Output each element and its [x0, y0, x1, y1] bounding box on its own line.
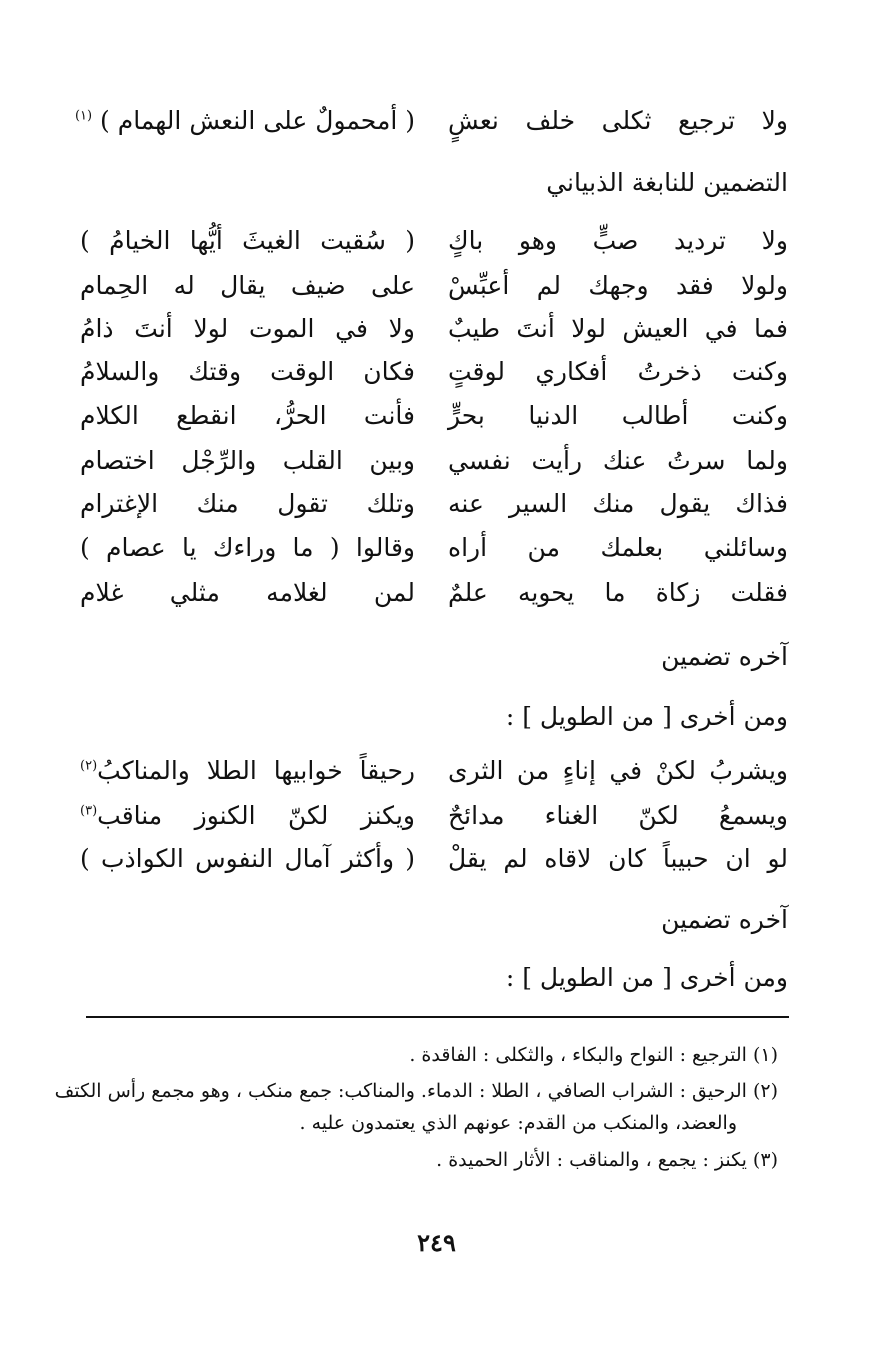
- verse-7: [80, 440, 788, 480]
- verse-right-hemistich: ويسمعُ لكنّ الغناء مدائحٌ: [448, 800, 788, 830]
- footnote-marker: (٢): [80, 758, 98, 774]
- footnote-1: (١) الترجيع : النواح والبكاء ، والثكلى : الفاقدة .: [409, 1044, 778, 1066]
- verse-left-hemistich: ولا في الموت لولا أنتَ ذامُ: [80, 313, 415, 343]
- verse-13: [80, 838, 788, 878]
- section-heading: ومن أخرى [ من الطويل ] :: [505, 702, 788, 731]
- verse-right-hemistich: لو ان حبيباً كان لاقاه لم يقلْ: [448, 843, 788, 873]
- section-heading: آخره تضمين: [661, 642, 788, 671]
- verse-4: [80, 308, 788, 348]
- page-number: ٢٤٩: [417, 1228, 456, 1257]
- footnote-marker: (٣): [80, 803, 98, 819]
- footnote-separator: [86, 1016, 789, 1018]
- footnote-3: (٣) يكنز : يجمع ، والمناقب : الأثار الحميدة .: [436, 1149, 778, 1171]
- verse-right-hemistich: ويشربُ لكنْ في إناءٍ من الثرى: [448, 755, 788, 785]
- verse-left-hemistich: وتلك تقول منك الإغترام: [80, 488, 415, 518]
- verse-10: [80, 572, 788, 612]
- verse-left-hemistich: ( سُقيت الغيثَ أيُّها الخيامُ ): [80, 225, 415, 255]
- verse-left-hemistich: ( وأكثر آمال النفوس الكواذب ): [80, 843, 415, 873]
- verse-6: [80, 395, 788, 435]
- verse-1: [74, 100, 788, 140]
- section-heading: آخره تضمين: [661, 905, 788, 934]
- verse-left-hemistich: وبين القلب والرِّجْل اختصام: [80, 445, 415, 475]
- footnote-marker: (١): [74, 108, 93, 124]
- verse-right-hemistich: وكنت ذخرتُ أفكاري لوقتٍ: [448, 356, 788, 386]
- verse-right-hemistich: وكنت أطالب الدنيا بحرٍّ: [448, 400, 788, 430]
- verse-right-hemistich: ولما سرتُ عنك رأيت نفسي: [448, 445, 788, 475]
- verse-right-hemistich: ولولا فقد وجهك لم أعبِّسْ: [448, 270, 788, 300]
- verse-left-hemistich: وقالوا ( ما وراءك يا عصام ): [80, 532, 415, 562]
- verse-12: [80, 795, 788, 835]
- verse-right-hemistich: فقلت زكاة ما يحويه علمٌ: [448, 577, 788, 607]
- verse-left-hemistich: ويكنز لكنّ الكنوز مناقب$^{(٣)}$: [80, 800, 415, 830]
- verse-3: [80, 265, 788, 305]
- verse-right-hemistich: فذاك يقول منك السير عنه: [448, 488, 788, 518]
- verse-left-hemistich: فأنت الحرُّ، انقطع الكلام: [80, 400, 415, 430]
- verse-8: [80, 483, 788, 523]
- verse-right-hemistich: وسائلني بعلمك من أراه: [448, 532, 788, 562]
- section-heading: ومن أخرى [ من الطويل ] :: [505, 963, 788, 992]
- verse-right-hemistich: ولا ترديد صبٍّ وهو باكٍ: [448, 225, 788, 255]
- verse-right-hemistich: ولا ترجيع ثكلى خلف نعشٍ: [448, 105, 788, 135]
- verse-2: [80, 220, 788, 260]
- verse-left-hemistich: لمن لغلامه مثلي غلام: [80, 577, 415, 607]
- verse-right-hemistich: فما في العيش لولا أنتَ طيبٌ: [448, 313, 788, 343]
- verse-left-hemistich: ( أمحمولٌ على النعش الهمام ) $^{(١)}$: [74, 105, 415, 135]
- footnote-2-continued: والعضد، والمنكب من القدم: عونهم الذي يعتمدون عليه .: [299, 1112, 737, 1134]
- section-heading: التضمين للنابغة الذبياني: [546, 168, 788, 197]
- verse-5: [80, 351, 788, 391]
- verse-left-hemistich: على ضيف يقال له الحِمام: [80, 270, 415, 300]
- verse-9: [80, 527, 788, 567]
- verse-left-hemistich: فكان الوقت وقتك والسلامُ: [80, 356, 415, 386]
- footnote-2: (٢) الرحيق : الشراب الصافي ، الطلا : الدماء. والمناكب: جمع منكب ، وهو مجمع رأس الكتف: [54, 1080, 778, 1102]
- verse-left-hemistich: رحيقاً خوابيها الطلا والمناكبُ$^{(٢)}$: [80, 755, 415, 785]
- verse-11: [80, 750, 788, 790]
